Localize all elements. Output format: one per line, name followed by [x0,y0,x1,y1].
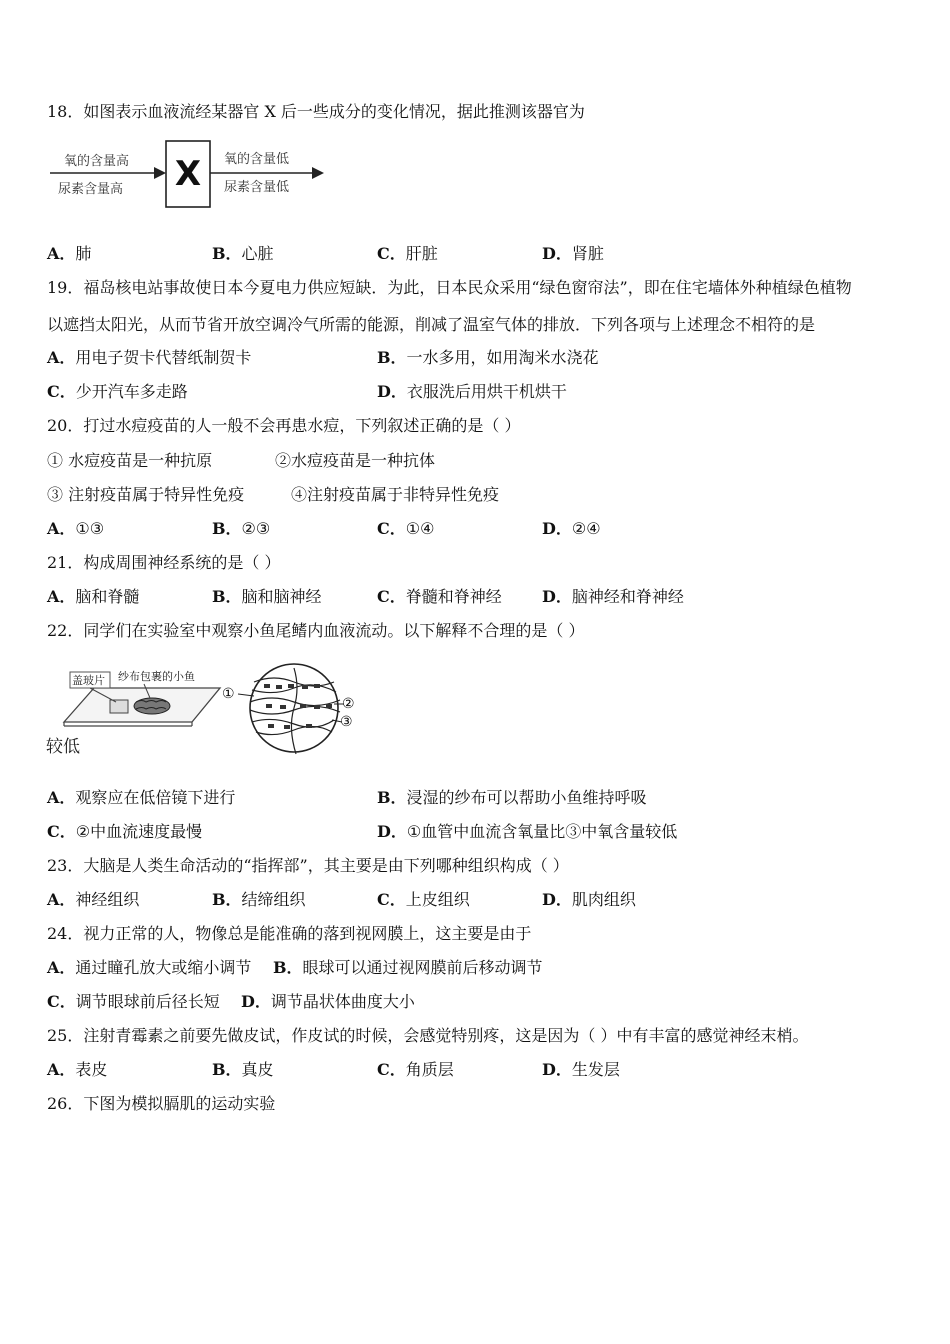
q18-stem: 18．如图表示血液流经某器官 X 后一些成分的变化情况，据此推测该器官为 [47,102,585,121]
q20-statement-1: ① 水痘疫苗是一种抗原 [47,451,213,470]
q19-option-c[interactable]: C．少开汽车多走路 [47,382,188,401]
q18-option-d[interactable]: D．肾脏 [542,244,604,263]
vessel-2-marker: ② [342,696,355,712]
coverslip-label: 盖玻片 [72,674,105,687]
q20-statement-4: ④注射疫苗属于非特异性免疫 [291,485,500,504]
q20-statement-2: ②水痘疫苗是一种抗体 [275,451,436,470]
q20-option-c[interactable]: C．①④ [377,519,435,538]
out-oxygen-label: 氧的含量低 [224,152,290,167]
q25-option-a[interactable]: A．表皮 [47,1060,108,1079]
vessel-3-marker: ③ [340,714,353,730]
q21-option-d[interactable]: D．脑神经和脊神经 [542,587,684,606]
q20-statement-3: ③ 注射疫苗属于特异性免疫 [47,485,245,504]
q21-option-c[interactable]: C．脊髓和脊神经 [377,587,502,606]
q19-stem-line1: 19．福岛核电站事故使日本今夏电力供应短缺．为此，日本民众采用“绿色窗帘法”，即在住宅墙体外种植绿色植物 [47,278,852,297]
q23-option-c[interactable]: C．上皮组织 [377,890,470,909]
q25-option-d[interactable]: D．生发层 [542,1060,620,1079]
q22-option-c[interactable]: C．②中血流速度最慢 [47,822,203,841]
q23-option-d[interactable]: D．肌肉组织 [542,890,636,909]
q22-option-d[interactable]: D．①血管中血流含氧量比③中氧含量较低 [377,822,678,841]
q18-figure [44,136,334,216]
output-arrowhead [312,167,324,179]
q20-option-a[interactable]: A．①③ [47,519,105,538]
q22-stem: 22．同学们在实验室中观察小鱼尾鳍内血液流动。以下解释不合理的是（ ） [47,621,585,640]
q25-stem: 25．注射青霉素之前要先做皮试，作皮试的时候，会感觉特别疼，这是因为（ ）中有丰富的感觉神经末梢。 [47,1026,809,1045]
vessel-1-marker: ① [222,686,235,702]
coverslip-shape [110,700,128,713]
q20-stem: 20．打过水痘疫苗的人一般不会再患水痘，下列叙述正确的是（ ） [47,416,521,435]
q20-option-b[interactable]: B．②③ [212,519,271,538]
q24-option-c[interactable]: C．调节眼球前后径长短 [47,992,220,1011]
q18-option-c[interactable]: C．肝脏 [377,244,438,263]
q23-stem: 23．大脑是人类生命活动的“指挥部”，其主要是由下列哪种组织构成（ ） [47,856,569,875]
q22-option-a[interactable]: A．观察应在低倍镜下进行 [47,788,236,807]
q18-option-a[interactable]: A．肺 [47,244,92,263]
q21-option-a[interactable]: A．脑和脊髓 [47,587,140,606]
q24-option-a[interactable]: A．通过瞳孔放大或缩小调节 [47,958,252,977]
q21-option-b[interactable]: B．脑和脑神经 [212,587,322,606]
q19-stem-line2: 以遮挡太阳光，从而节省开放空调冷气所需的能源，削减了温室气体的排放．下列各项与上述理念不相符的是 [47,315,816,334]
organ-x-label: X [174,154,202,194]
input-arrowhead [154,167,166,179]
gauze-fish-label: 纱布包裹的小鱼 [118,670,195,683]
q21-stem: 21．构成周围神经系统的是（ ） [47,553,281,572]
q24-stem: 24．视力正常的人，物像总是能准确的落到视网膜上，这主要是由于 [47,924,532,943]
q23-option-a[interactable]: A．神经组织 [47,890,140,909]
in-oxygen-label: 氧的含量高 [64,154,130,169]
q25-option-c[interactable]: C．角质层 [377,1060,454,1079]
q19-option-b[interactable]: B．一水多用，如用淘米水浇花 [377,348,599,367]
q20-option-d[interactable]: D．②④ [542,519,601,538]
q18-option-b[interactable]: B．心脏 [212,244,274,263]
q25-option-b[interactable]: B．真皮 [212,1060,274,1079]
q23-option-b[interactable]: B．结缔组织 [212,890,306,909]
q24-option-b[interactable]: B．眼球可以通过视网膜前后移动调节 [273,958,543,977]
q19-option-d[interactable]: D．衣服洗后用烘干机烘干 [377,382,567,401]
out-urea-label: 尿素含量低 [224,180,290,195]
in-urea-label: 尿素含量高 [58,182,124,197]
q22-option-b[interactable]: B．浸湿的纱布可以帮助小鱼维持呼吸 [377,788,647,807]
q26-stem: 26．下图为模拟膈肌的运动实验 [47,1094,276,1113]
q24-option-d[interactable]: D．调节晶状体曲度大小 [241,992,415,1011]
q22-figure [44,660,364,760]
q19-option-a[interactable]: A．用电子贺卡代替纸制贺卡 [47,348,252,367]
lower-label: 较低 [46,737,80,757]
